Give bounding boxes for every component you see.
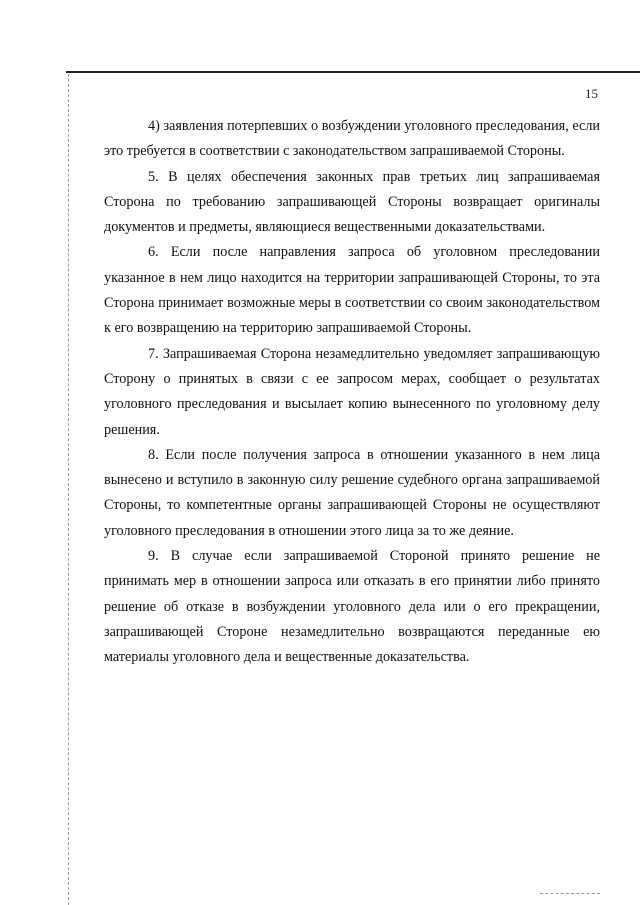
paragraph-clause-7: 7. Запрашиваемая Сторона незамедлительно уведомляет запрашивающую Сторону о принятых в связи с ее запросом мерах, сообщает о результатах уголовного преследования и высылает копию вынесенного по уголовному делу решения. <box>104 345 600 438</box>
page-top-rule <box>66 71 640 73</box>
paragraph-clause-8: 8. Если после получения запроса в отношении указанного в нем лица вынесено и вступило в законную силу решение судебного органа запрашиваемой Стороны, то компетентные органы запрашивающей Стороны не осуществляют уголовного преследования в отношении этого лица за то же деяние. <box>104 446 600 539</box>
paragraph-clause-5: 5. В целях обеспечения законных прав третьих лиц запрашиваемая Сторона по требованию запрашивающей Стороны возвращает оригиналы документов и предметы, являющиеся вещественными доказательствами. <box>104 168 600 236</box>
paragraph-clause-6: 6. Если после направления запроса об уголовном преследовании указанное в нем лицо находится на территории запрашивающей Стороны, то эта Сторона принимает возможные меры в соответствии со своим законодательством к его возвращению на территорию запрашиваемой Стороны. <box>104 244 600 337</box>
scan-left-edge <box>68 74 69 905</box>
document-body <box>104 114 600 671</box>
page-number: 15 <box>585 86 598 101</box>
paragraph-clause-9: 9. В случае если запрашиваемой Стороной принято решение не принимать мер в отношении запроса или отказать в его принятии либо принято решение об отказе в возбуждении уголовного дела или о его прекращении, запрашивающей Стороне незамедлительно возвращаются переданные ею материалы уголовного дела и вещественные доказательства. <box>104 548 600 666</box>
paragraph-item-4: 4) заявления потерпевших о возбуждении уголовного преследования, если это требуется в соответствии с законодательством запрашиваемой Стороны. <box>104 118 600 160</box>
scan-bottom-mark <box>540 893 600 894</box>
